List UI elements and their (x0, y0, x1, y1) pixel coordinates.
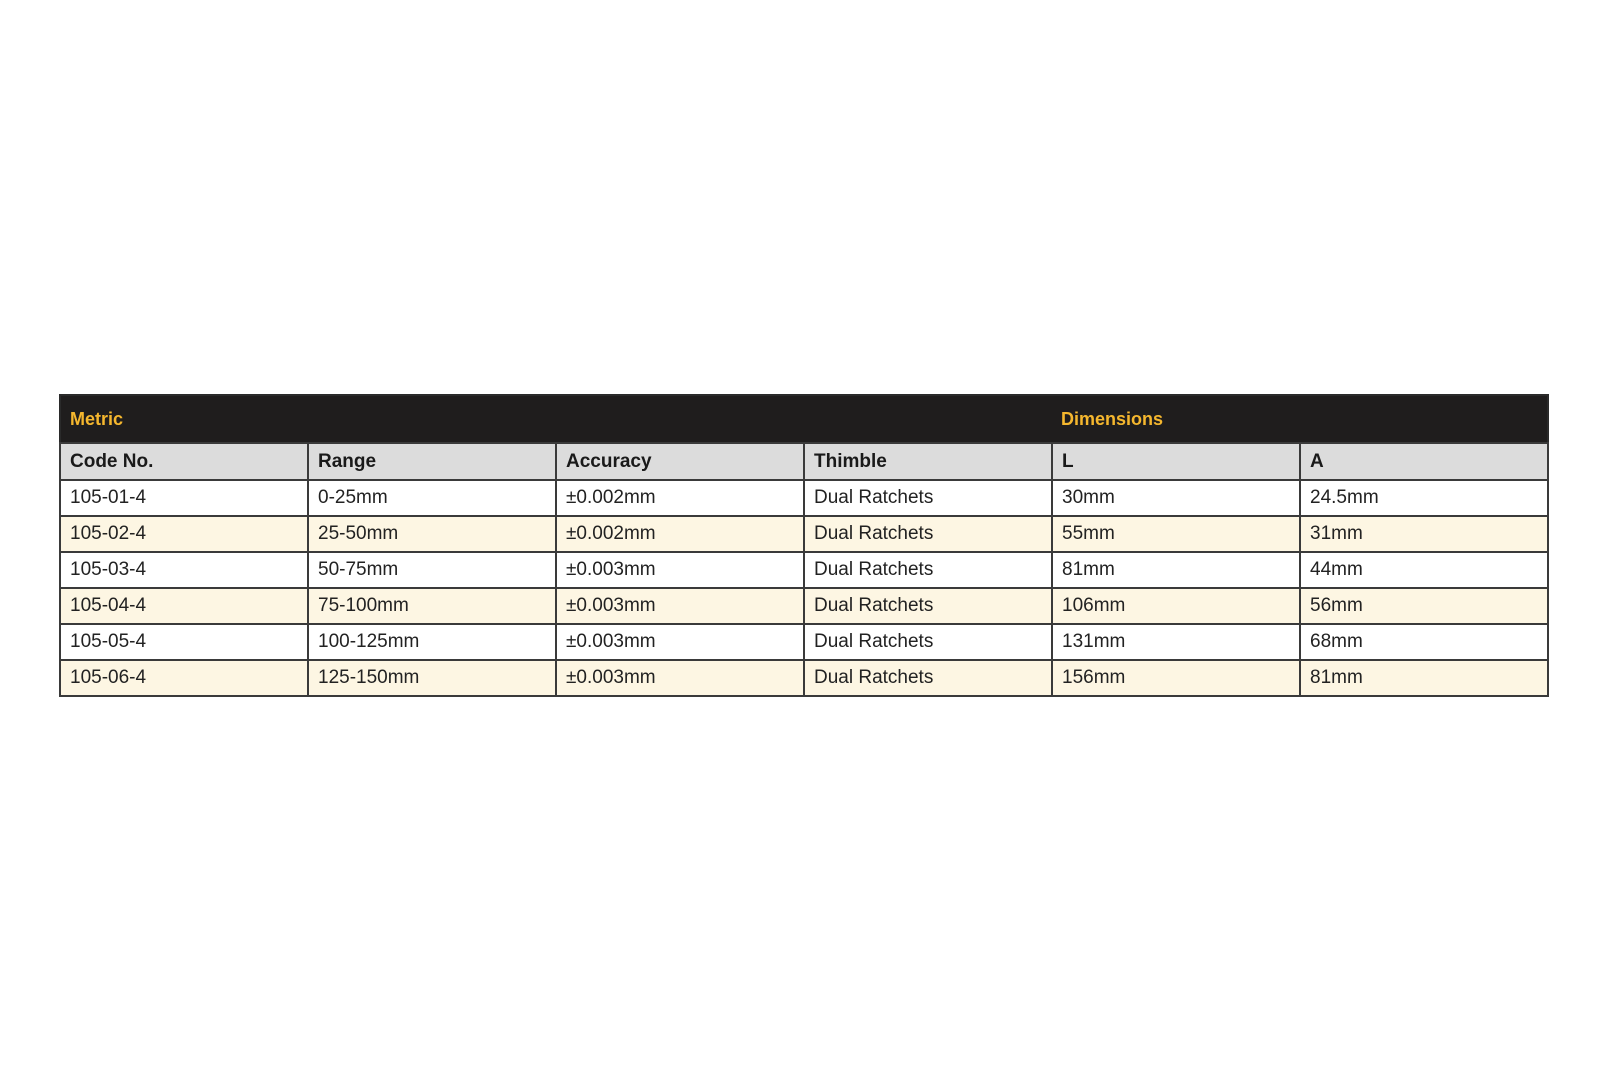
column-header-thimble: Thimble (804, 443, 1052, 480)
cell-range: 75-100mm (308, 588, 556, 624)
cell-thimble: Dual Ratchets (804, 624, 1052, 660)
cell-a: 24.5mm (1300, 480, 1548, 516)
column-header-range: Range (308, 443, 556, 480)
cell-accuracy: ±0.002mm (556, 516, 804, 552)
cell-a: 68mm (1300, 624, 1548, 660)
cell-accuracy: ±0.002mm (556, 480, 804, 516)
cell-range: 25-50mm (308, 516, 556, 552)
cell-accuracy: ±0.003mm (556, 624, 804, 660)
column-header-l: L (1052, 443, 1300, 480)
cell-range: 100-125mm (308, 624, 556, 660)
section-header-row (60, 395, 1548, 443)
cell-range: 125-150mm (308, 660, 556, 696)
cell-range: 0-25mm (308, 480, 556, 516)
cell-l: 30mm (1052, 480, 1300, 516)
column-header-row (60, 443, 1548, 480)
cell-code: 105-04-4 (60, 588, 308, 624)
column-header-code: Code No. (60, 443, 308, 480)
cell-thimble: Dual Ratchets (804, 660, 1052, 696)
table-row (60, 552, 1548, 588)
spec-table (59, 394, 1549, 697)
cell-code: 105-05-4 (60, 624, 308, 660)
table-row (60, 624, 1548, 660)
cell-range: 50-75mm (308, 552, 556, 588)
cell-accuracy: ±0.003mm (556, 552, 804, 588)
cell-l: 81mm (1052, 552, 1300, 588)
column-header-a: A (1300, 443, 1548, 480)
column-header-accuracy: Accuracy (556, 443, 804, 480)
cell-thimble: Dual Ratchets (804, 480, 1052, 516)
cell-a: 56mm (1300, 588, 1548, 624)
cell-code: 105-06-4 (60, 660, 308, 696)
cell-l: 55mm (1052, 516, 1300, 552)
cell-l: 106mm (1052, 588, 1300, 624)
section-title-dimensions: Dimensions (1052, 395, 1548, 443)
cell-thimble: Dual Ratchets (804, 516, 1052, 552)
table-row (60, 660, 1548, 696)
cell-l: 156mm (1052, 660, 1300, 696)
cell-code: 105-03-4 (60, 552, 308, 588)
cell-thimble: Dual Ratchets (804, 588, 1052, 624)
cell-thimble: Dual Ratchets (804, 552, 1052, 588)
cell-a: 44mm (1300, 552, 1548, 588)
table-row (60, 480, 1548, 516)
cell-a: 81mm (1300, 660, 1548, 696)
cell-l: 131mm (1052, 624, 1300, 660)
cell-accuracy: ±0.003mm (556, 588, 804, 624)
cell-code: 105-01-4 (60, 480, 308, 516)
cell-code: 105-02-4 (60, 516, 308, 552)
cell-a: 31mm (1300, 516, 1548, 552)
table-row (60, 516, 1548, 552)
section-title-metric: Metric (60, 395, 1052, 443)
table-row (60, 588, 1548, 624)
cell-accuracy: ±0.003mm (556, 660, 804, 696)
